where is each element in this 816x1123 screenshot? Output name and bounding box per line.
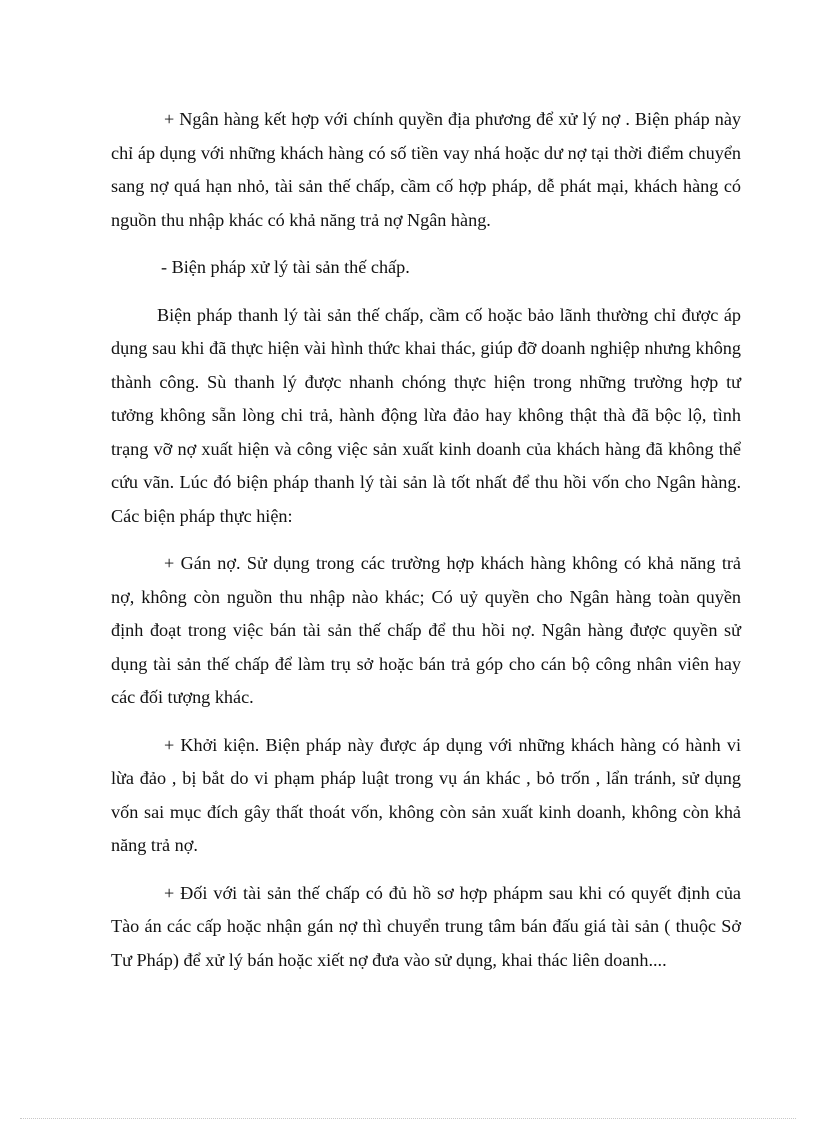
paragraph-local-authority: + Ngân hàng kết hợp với chính quyền địa phương để xử lý nợ . Biện pháp này chỉ áp dụng với những khách hàng có số tiền vay nhá hoặc dư nợ tại thời điểm chuyển sang nợ quá hạn nhỏ, tài sản thế chấp, cầm cố hợp pháp, dễ phát mại, khách hàng có nguồn thu nhập khác có khả năng trả nợ Ngân hàng. xyxy=(111,109,741,230)
paragraph-debt-assignment: + Gán nợ. Sử dụng trong các trường hợp khách hàng không có khả năng trả nợ, không còn nguồn thu nhập nào khác; Có uỷ quyền cho Ngân hàng toàn quyền định đoạt trong việc bán tài sản thế chấp để thu hồi nợ. Ngân hàng được quyền sử dụng tài sản thế chấp để làm trụ sở hoặc bán trả góp cho cán bộ công nhân viên hay các đối tượng khác. xyxy=(111,553,741,707)
paragraph-liquidation: Biện pháp thanh lý tài sản thế chấp, cầm cố hoặc bảo lãnh thường chỉ được áp dụng sau khi đã thực hiện vài hình thức khai thác, giúp đỡ doanh nghiệp nhưng không thành công. Sù thanh lý được nhanh chóng thực hiện trong những trường hợp tư tưởng không sẵn lòng chi trả, hành động lừa đảo hay không thật thà đã bộc lộ, tình trạng vỡ nợ xuất hiện và công việc sản xuất kinh doanh của khách hàng đã không thể cứu vãn. Lúc đó biện pháp thanh lý tài sản là tốt nhất để thu hồi vốn cho Ngân hàng. Các biện pháp thực hiện: xyxy=(111,304,741,526)
section-heading-collateral: - Biện pháp xử lý tài sản thế chấp. xyxy=(161,257,410,277)
paragraph-lawsuit: + Khởi kiện. Biện pháp này được áp dụng với những khách hàng có hành vi lừa đảo , bị bắt do vi phạm pháp luật trong vụ án khác , bỏ trốn , lẩn tránh, sử dụng vốn sai mục đích gây thất thoát vốn, không còn sản xuất kinh doanh, không còn khả năng trả nợ. xyxy=(111,734,741,855)
page-bottom-divider xyxy=(20,1118,796,1119)
paragraph-legal-collateral: + Đối với tài sản thế chấp có đủ hồ sơ hợp phápm sau khi có quyết định của Tào án các cấp hoặc nhận gán nợ thì chuyển trung tâm bán đấu giá tài sản ( thuộc Sở Tư Pháp) để xử lý bán hoặc xiết nợ đưa vào sử dụng, khai thác liên doanh.... xyxy=(111,882,741,970)
document-page xyxy=(111,103,741,991)
